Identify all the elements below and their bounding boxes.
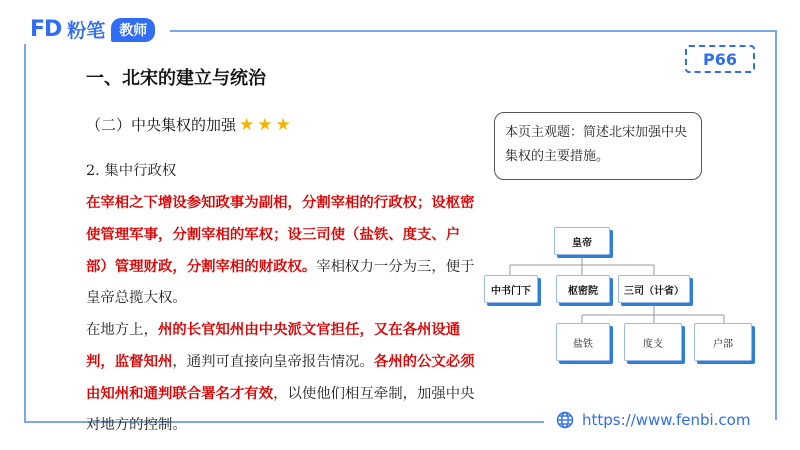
logo-text: 粉笔 — [67, 20, 106, 42]
question-note-box: 本页主观题：简述北宋加强中央集权的主要措施。 — [494, 112, 702, 180]
normal-text: 宰相权力一分为三，便于皇帝总揽大权。 — [86, 259, 475, 306]
subtitle-text: （二）中央集权的加强 — [86, 116, 237, 134]
page-title: 一、北宋的建立与统治 — [86, 68, 266, 89]
frame-line-top — [170, 30, 775, 32]
emphasis-text: 州的长官知州由中央派文官担任，又在各州设通判，监督知州 — [86, 321, 461, 370]
org-node-emperor: 皇帝 — [554, 227, 610, 255]
paragraph-central — [86, 187, 476, 314]
footer-url[interactable]: https://www.fenbi.com — [582, 411, 751, 429]
emphasis-text: 各州的公文必须由知州和通判联合署名才有效 — [86, 353, 475, 402]
body-text — [86, 156, 476, 441]
section-subtitle — [86, 114, 291, 135]
logo-mark: FD — [30, 17, 62, 42]
brand-logo — [30, 16, 155, 43]
org-node-hubu: 户部 — [694, 323, 752, 361]
star-icon: ★ — [239, 114, 255, 135]
paragraph-local — [86, 314, 476, 441]
star-icon: ★ — [257, 114, 273, 135]
org-node-yantie: 盐铁 — [556, 323, 610, 361]
emphasis-text: 在宰相之下增设参知政事为副相，分割宰相的行政权；设枢密使管理军事，分割宰相的军权；设三司使（盐铁、度支、户部）管理财政，分割宰相的财政权。 — [86, 194, 475, 275]
org-node-zhongshu: 中书门下 — [484, 275, 538, 303]
org-chart — [484, 225, 754, 375]
star-icon: ★ — [275, 114, 291, 135]
globe-icon — [556, 411, 574, 429]
frame-line-left — [24, 44, 26, 422]
content-heading: 2. 集中行政权 — [86, 163, 177, 179]
normal-text: ，通判可直接向皇帝报告情况。 — [172, 354, 374, 370]
normal-text: ，以使他们相互牵制，加强中央对地方的控制。 — [86, 386, 475, 433]
frame-line-right — [775, 30, 777, 420]
normal-text: 在地方上， — [86, 322, 158, 338]
org-node-shumiyuan: 枢密院 — [556, 275, 610, 303]
org-node-duzhi: 度支 — [624, 323, 682, 361]
logo-badge: 教师 — [111, 18, 155, 42]
page-number-badge: P66 — [685, 45, 755, 73]
org-node-sansi: 三司（计省） — [618, 275, 690, 303]
footer-link[interactable] — [556, 411, 750, 429]
